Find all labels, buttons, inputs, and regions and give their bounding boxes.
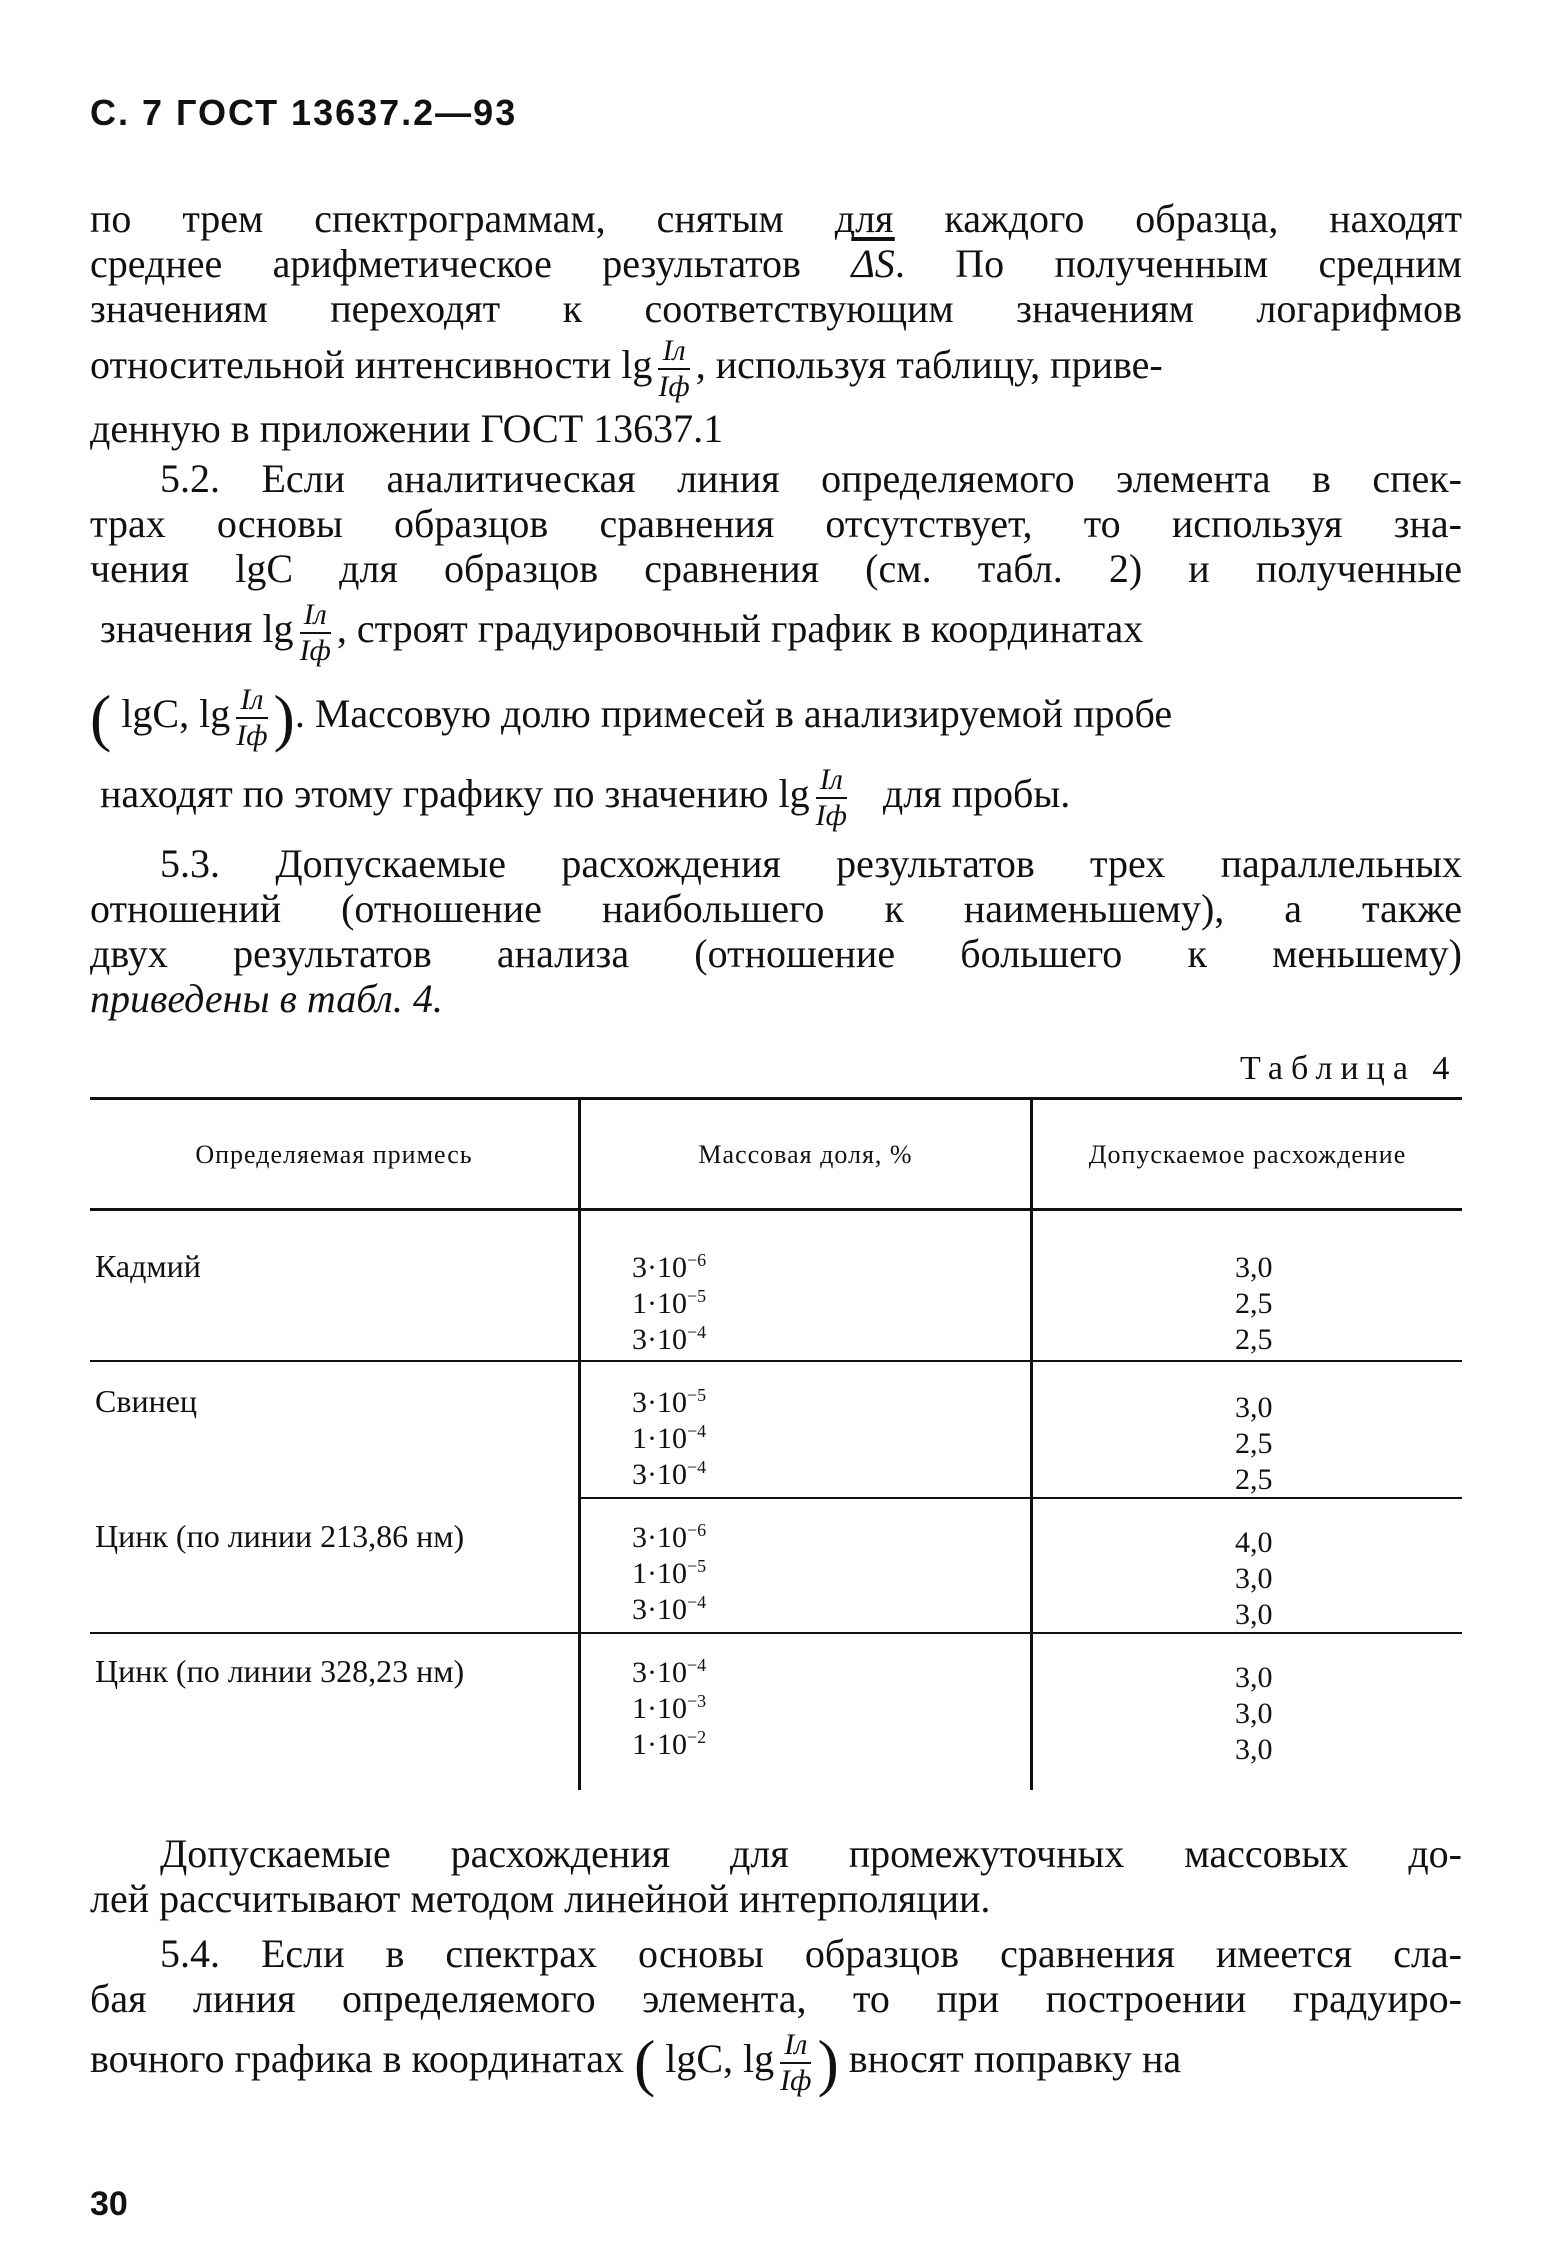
table-cell-fractions bbox=[632, 1655, 706, 1763]
table-cell-deviations bbox=[1235, 1660, 1273, 1768]
text-span: находят по этому графику по значению lg bbox=[100, 771, 810, 817]
text-line bbox=[90, 240, 1462, 287]
fraction bbox=[300, 600, 331, 666]
value-mantissa: 1·10 bbox=[632, 1728, 687, 1761]
fraction-numerator: Iл bbox=[300, 600, 331, 634]
table-header-rule bbox=[90, 1208, 1462, 1211]
value-mantissa: 3·10 bbox=[632, 1323, 687, 1356]
value-mantissa: 1·10 bbox=[632, 1692, 687, 1725]
fraction bbox=[816, 765, 847, 831]
page-number: 30 bbox=[90, 2185, 128, 2223]
text-span: относительной интенсивности lg bbox=[90, 342, 653, 388]
table-column-divider bbox=[1030, 1100, 1033, 1790]
fraction bbox=[658, 336, 689, 402]
table-caption: Таблица 4 bbox=[1240, 1050, 1458, 1087]
fraction-value bbox=[632, 1286, 706, 1322]
fraction-denominator: Iф bbox=[780, 2064, 812, 2097]
fraction bbox=[780, 2030, 811, 2096]
value-exponent: −5 bbox=[687, 1385, 707, 1405]
table-cell-name: Цинк (по линии 328,23 нм) bbox=[95, 1653, 465, 1689]
text-line: 5.2. Если аналитическая линия определяемого элемента в спек- bbox=[160, 456, 1462, 501]
table-top-rule bbox=[90, 1097, 1462, 1100]
value-exponent: −6 bbox=[687, 1520, 707, 1540]
table-cell-deviations bbox=[1235, 1250, 1273, 1358]
page-header: С. 7 ГОСТ 13637.2—93 bbox=[90, 92, 518, 133]
value-exponent: −3 bbox=[687, 1691, 707, 1711]
text-line bbox=[90, 2027, 1182, 2098]
right-paren: ) bbox=[273, 682, 295, 753]
deviation-value: 3,0 bbox=[1235, 1697, 1273, 1730]
text-span: вочного графика в координатах bbox=[90, 2036, 624, 2082]
fraction-value bbox=[632, 1556, 706, 1592]
fraction-numerator: Iл bbox=[816, 765, 847, 799]
text-span: , используя таблицу, приве- bbox=[695, 342, 1163, 388]
row-rule bbox=[580, 1497, 1462, 1499]
table-cell-name: Свинец bbox=[95, 1383, 198, 1419]
table-cell-fractions bbox=[632, 1520, 706, 1628]
value-exponent: −4 bbox=[687, 1592, 707, 1612]
deviation-value: 4,0 bbox=[1235, 1526, 1273, 1559]
value-mantissa: 3·10 bbox=[632, 1386, 687, 1419]
left-paren: ( bbox=[633, 2027, 656, 2098]
text-line bbox=[90, 682, 1173, 753]
text-line: 5.3. Допускаемые расхождения результатов трех параллельных bbox=[160, 841, 1462, 886]
fraction-value bbox=[632, 1385, 706, 1421]
column-header: Допускаемое расхождение bbox=[1088, 1140, 1407, 1169]
fraction-denominator: Iф bbox=[299, 634, 331, 667]
text-line: чения lgC для образцов сравнения (см. табл. 2) и полученные bbox=[90, 546, 1462, 591]
text-span: lgC, lg bbox=[121, 691, 231, 737]
value-mantissa: 3·10 bbox=[632, 1458, 687, 1491]
value-mantissa: 3·10 bbox=[632, 1521, 687, 1554]
table-cell-fractions bbox=[632, 1385, 706, 1493]
fraction-value bbox=[632, 1421, 706, 1457]
fraction-value bbox=[632, 1322, 706, 1358]
deviation-value: 2,5 bbox=[1235, 1323, 1273, 1356]
text-line: бая линия определяемого элемента, то при построении градуиро- bbox=[90, 1976, 1462, 2021]
text-span: lgC, lg bbox=[665, 2036, 775, 2082]
deviation-value: 3,0 bbox=[1235, 1251, 1273, 1284]
table-column-divider bbox=[578, 1100, 581, 1790]
fraction-denominator: Iф bbox=[658, 370, 690, 403]
value-exponent: −4 bbox=[687, 1457, 707, 1477]
value-exponent: −5 bbox=[687, 1286, 707, 1306]
row-rule bbox=[90, 1360, 1462, 1362]
table-cell-name: Цинк (по линии 213,86 нм) bbox=[95, 1518, 465, 1554]
text-line: лей рассчитывают методом линейной интерполяции. bbox=[90, 1876, 991, 1921]
fraction bbox=[236, 685, 267, 751]
text-span: для пробы. bbox=[882, 771, 1071, 817]
table-cell-deviations bbox=[1235, 1525, 1273, 1633]
left-paren: ( bbox=[90, 682, 112, 753]
text-line: двух результатов анализа (отношение большего к меньшему) bbox=[90, 931, 1462, 976]
value-exponent: −4 bbox=[687, 1655, 707, 1675]
value-exponent: −2 bbox=[687, 1727, 707, 1747]
text-span: . Массовую долю примесей в анализируемой пробе bbox=[294, 691, 1173, 737]
text-line: по трем спектрограммам, снятым для каждого образца, находят bbox=[90, 196, 1462, 241]
value-exponent: −4 bbox=[687, 1322, 707, 1342]
text-line: Допускаемые расхождения для промежуточных массовых до- bbox=[160, 1831, 1462, 1876]
fraction-value bbox=[632, 1250, 706, 1286]
deviation-value: 2,5 bbox=[1235, 1463, 1273, 1496]
value-mantissa: 3·10 bbox=[632, 1251, 687, 1284]
text-line bbox=[100, 600, 1143, 666]
table-cell-fractions bbox=[632, 1250, 706, 1358]
text-line: денную в приложении ГОСТ 13637.1 bbox=[90, 406, 724, 451]
fraction-numerator: Iл bbox=[780, 2030, 811, 2064]
text-line: трах основы образцов сравнения отсутствует, то используя зна- bbox=[90, 501, 1462, 546]
text-span: среднее арифметическое результатов bbox=[90, 241, 852, 286]
table-cell-name: Кадмий bbox=[95, 1248, 201, 1284]
deviation-value: 3,0 bbox=[1235, 1598, 1273, 1631]
deviation-value: 3,0 bbox=[1235, 1391, 1273, 1424]
fraction-numerator: Iл bbox=[236, 685, 267, 719]
delta-s: $\overline{\Delta S}$ bbox=[851, 241, 895, 286]
value-mantissa: 1·10 bbox=[632, 1287, 687, 1320]
table-cell-deviations bbox=[1235, 1390, 1273, 1498]
value-exponent: −4 bbox=[687, 1421, 707, 1441]
value-mantissa: 3·10 bbox=[632, 1656, 687, 1689]
fraction-numerator: Iл bbox=[658, 336, 689, 370]
text-span: значения lg bbox=[100, 606, 294, 652]
text-span: вносят поправку на bbox=[848, 2036, 1182, 2082]
deviation-value: 2,5 bbox=[1235, 1427, 1273, 1460]
text-line: значениям переходят к соответствующим значениям логарифмов bbox=[90, 286, 1462, 331]
value-mantissa: 1·10 bbox=[632, 1422, 687, 1455]
deviation-value: 2,5 bbox=[1235, 1287, 1273, 1320]
text-span: . По полученным средним bbox=[894, 241, 1462, 286]
value-exponent: −6 bbox=[687, 1250, 707, 1270]
column-header: Массовая доля, % bbox=[698, 1140, 913, 1169]
fraction-value bbox=[632, 1691, 706, 1727]
deviation-value: 3,0 bbox=[1235, 1562, 1273, 1595]
text-line: приведены в табл. 4. bbox=[90, 976, 443, 1021]
row-rule bbox=[90, 1632, 1462, 1634]
fraction-value bbox=[632, 1520, 706, 1556]
text-line bbox=[100, 765, 1070, 831]
deviation-value: 3,0 bbox=[1235, 1733, 1273, 1766]
fraction-value bbox=[632, 1457, 706, 1493]
fraction-value bbox=[632, 1655, 706, 1691]
value-exponent: −5 bbox=[687, 1556, 707, 1576]
value-mantissa: 1·10 bbox=[632, 1557, 687, 1590]
fraction-value bbox=[632, 1727, 706, 1763]
value-mantissa: 3·10 bbox=[632, 1593, 687, 1626]
fraction-value bbox=[632, 1592, 706, 1628]
text-line: отношений (отношение наибольшего к наименьшему), а также bbox=[90, 886, 1462, 931]
fraction-denominator: Iф bbox=[815, 799, 847, 832]
text-line bbox=[90, 336, 1163, 402]
column-header: Определяемая примесь bbox=[195, 1140, 473, 1169]
text-line: 5.4. Если в спектрах основы образцов сравнения имеется сла- bbox=[160, 1931, 1462, 1976]
fraction-denominator: Iф bbox=[236, 719, 268, 752]
deviation-value: 3,0 bbox=[1235, 1661, 1273, 1694]
text-span: , строят градуировочный график в координатах bbox=[336, 606, 1144, 652]
right-paren: ) bbox=[817, 2027, 839, 2098]
